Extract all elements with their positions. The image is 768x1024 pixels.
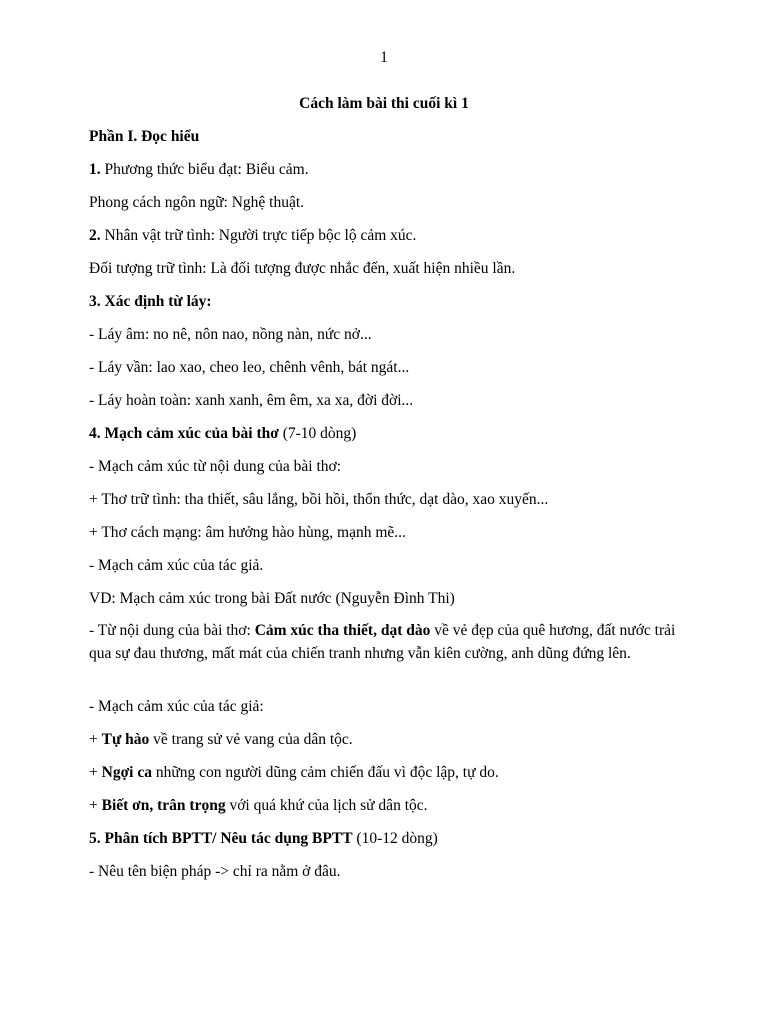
line-text: - Nêu tên biện pháp -> chỉ ra nằm ở đâu. <box>89 863 341 880</box>
content-emotion-paragraph <box>89 620 689 665</box>
section-heading-part-1 <box>89 127 689 147</box>
item-5-heading <box>89 829 689 849</box>
reduplication-rhyme-line <box>89 358 689 378</box>
line-bold: Tự hào <box>101 731 150 748</box>
line-bold: Biết ơn, trân trọng <box>101 797 226 814</box>
line-bold: 1. <box>89 161 101 178</box>
line-text: về vẻ đẹp của quê hương, đất nước trải qua sự đau thương, mất mát của chiến tranh nhưng vẫn kiên cường, anh dũng đứng lên. <box>89 622 676 662</box>
line-text: - Mạch cảm xúc từ nội dung của bài thơ: <box>89 458 342 475</box>
line-text: Đối tượng trữ tình: Là đối tượng được nhắc đến, xuất hiện nhiều lần. <box>89 260 516 277</box>
praise-line <box>89 763 689 783</box>
line-text: Phong cách ngôn ngữ: Nghệ thuật. <box>89 194 305 211</box>
item-4-heading <box>89 424 689 444</box>
lyrical-poetry-line <box>89 490 689 510</box>
emotion-from-content-line <box>89 457 689 477</box>
line-text: - Láy vần: lao xao, cheo leo, chênh vênh, bát ngát... <box>89 359 410 376</box>
page-number: 1 <box>380 49 388 66</box>
pride-line <box>89 730 689 750</box>
gratitude-line <box>89 796 689 816</box>
line-bold: 5. Phân tích BPTT/ Nêu tác dụng BPTT <box>89 830 353 847</box>
language-style-line <box>89 193 689 213</box>
line-text: + <box>89 797 102 814</box>
line-bold: Phần I. Đọc hiểu <box>89 128 200 145</box>
line-text: + Thơ cách mạng: âm hưởng hào hùng, mạnh mẽ... <box>89 524 406 541</box>
author-emotion-line <box>89 556 689 576</box>
line-text: với quá khứ của lịch sử dân tộc. <box>225 797 428 814</box>
line-text: - Từ nội dung của bài thơ: <box>89 622 255 639</box>
line-text: + Thơ trữ tình: tha thiết, sâu lắng, bồi hồi, thổn thức, dạt dào, xao xuyến... <box>89 491 549 508</box>
line-bold: Ngợi ca <box>101 764 152 781</box>
line-text: (10-12 dòng) <box>352 830 438 847</box>
line-bold: 2. <box>89 227 101 244</box>
lyrical-object-line <box>89 259 689 279</box>
line-text: Nhân vật trữ tình: Người trực tiếp bộc lộ cảm xúc. <box>100 227 417 244</box>
item-2-lyrical-character <box>89 226 689 246</box>
line-text: - Láy hoàn toàn: xanh xanh, êm êm, xa xa, đời đời... <box>89 392 414 409</box>
line-text: - Mạch cảm xúc của tác giả: <box>89 698 264 715</box>
item-1-mode-of-expression <box>89 160 689 180</box>
line-text: - Láy âm: no nê, nôn nao, nồng nàn, nức nở... <box>89 326 372 343</box>
example-line <box>89 589 689 609</box>
line-bold: 4. Mạch cảm xúc của bài thơ <box>89 425 279 442</box>
line-text: + <box>89 731 102 748</box>
line-text: - Mạch cảm xúc của tác giả. <box>89 557 264 574</box>
line-bold: Cảm xúc tha thiết, dạt dào <box>254 622 431 639</box>
document-title: Cách làm bài thi cuối kì 1 <box>299 95 469 112</box>
line-text: + <box>89 764 102 781</box>
line-text: về trang sử vẻ vang của dân tộc. <box>149 731 353 748</box>
reduplication-full-line <box>89 391 689 411</box>
reduplication-sound-line <box>89 325 689 345</box>
item-3-heading <box>89 292 689 312</box>
line-text: VD: Mạch cảm xúc trong bài Đất nước (Nguyễn Đình Thi) <box>89 590 455 607</box>
line-text: những con người dũng cảm chiến đấu vì độc lập, tự do. <box>151 764 499 781</box>
line-text: (7-10 dòng) <box>278 425 357 442</box>
line-text: Phương thức biểu đạt: Biểu cảm. <box>100 161 309 178</box>
revolutionary-poetry-line <box>89 523 689 543</box>
device-name-line <box>89 862 689 882</box>
line-bold: 3. Xác định từ láy: <box>89 293 212 310</box>
author-emotion-heading-line <box>89 697 689 717</box>
